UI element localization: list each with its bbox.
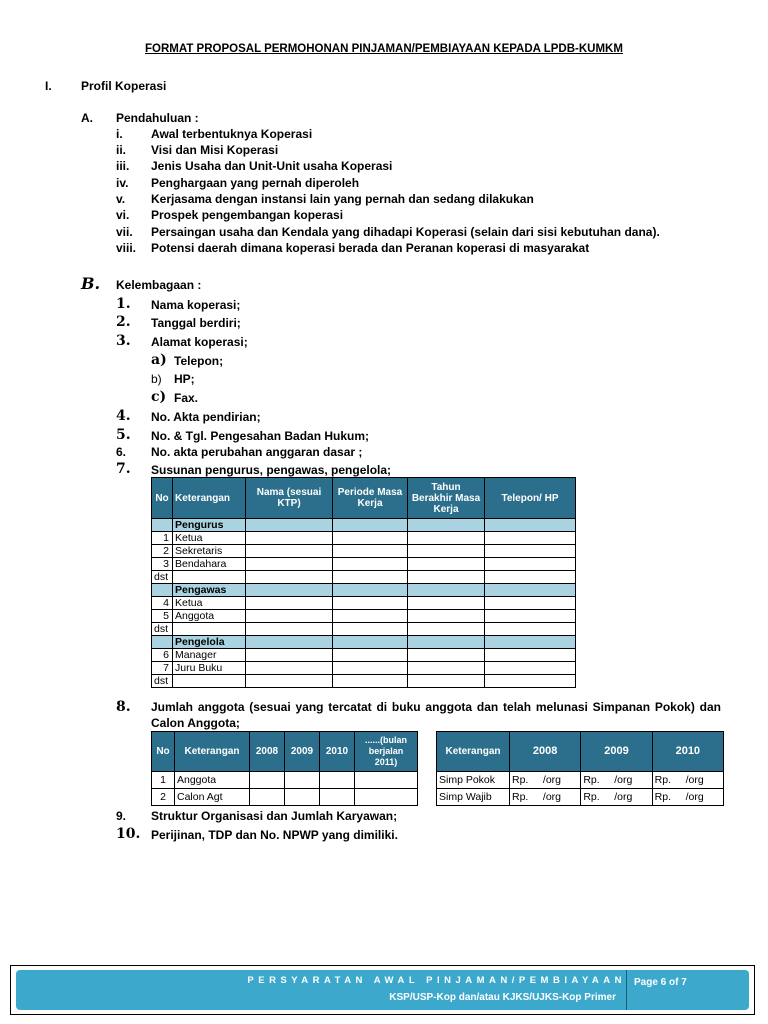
footer-title: PERSYARATAN AWAL PINJAMAN/PEMBIAYAAN bbox=[247, 975, 626, 986]
table-row bbox=[152, 558, 576, 571]
list-item-text: Jumlah anggota (sesuai yang tercatat di buku anggota dan telah melunasi Simpanan Pokok) dan Calon Anggota; bbox=[151, 700, 721, 730]
anggota-table bbox=[151, 731, 418, 806]
table-cell bbox=[333, 649, 408, 662]
table-cell: Juru Buku bbox=[173, 662, 246, 675]
table-cell: Ketua bbox=[173, 597, 246, 610]
table-cell bbox=[408, 532, 485, 545]
table-row bbox=[152, 532, 576, 545]
table-cell bbox=[485, 519, 576, 532]
table-cell bbox=[485, 571, 576, 584]
table-cell bbox=[250, 789, 285, 806]
table-cell: Rp. /org bbox=[510, 772, 581, 789]
list-item-text: No. Akta pendirian; bbox=[151, 410, 261, 424]
table-cell: Rp. /org bbox=[510, 789, 581, 806]
list-item: 4. bbox=[116, 408, 131, 424]
table-row bbox=[152, 662, 576, 675]
group-row bbox=[152, 636, 576, 649]
list-item-text: Potensi daerah dimana koperasi berada dan Peranan koperasi di masyarakat bbox=[151, 241, 590, 255]
list-item-number: vii. bbox=[116, 225, 133, 239]
list-item-text: Persaingan usaha dan Kendala yang dihadapi Koperasi (selain dari sisi kebutuhan dana). bbox=[151, 225, 660, 239]
table-cell: Simp Pokok bbox=[437, 772, 510, 789]
table-row bbox=[152, 789, 418, 806]
table-cell bbox=[250, 772, 285, 789]
table-cell bbox=[246, 545, 333, 558]
list-item: 3. bbox=[116, 333, 131, 349]
list-item: 8. bbox=[116, 699, 131, 715]
page-number: Page 6 of 7 bbox=[634, 977, 687, 988]
list-item-text: HP; bbox=[174, 372, 195, 386]
table-cell bbox=[485, 636, 576, 649]
table-header: Periode Masa Kerja bbox=[333, 478, 408, 519]
list-item-text: Nama koperasi; bbox=[151, 298, 241, 312]
table-cell bbox=[285, 789, 320, 806]
table-cell: Sekretaris bbox=[173, 545, 246, 558]
group-row bbox=[152, 584, 576, 597]
list-item-text: Kerjasama dengan instansi lain yang pernah dan sedang dilakukan bbox=[151, 192, 534, 206]
list-item-number: iv. bbox=[116, 176, 129, 190]
table-cell bbox=[485, 558, 576, 571]
list-item: 1. bbox=[116, 296, 131, 312]
table-cell: Anggota bbox=[173, 610, 246, 623]
table-cell: 3 bbox=[152, 558, 173, 571]
table-header: 2009 bbox=[285, 732, 320, 772]
table-cell bbox=[408, 558, 485, 571]
table-cell: Calon Agt bbox=[175, 789, 250, 806]
list-item-text: Telepon; bbox=[174, 354, 224, 368]
table-cell: Ketua bbox=[173, 532, 246, 545]
list-item-number: ii. bbox=[116, 143, 127, 157]
table-cell bbox=[408, 545, 485, 558]
list-item: 5. bbox=[116, 427, 131, 443]
table-row bbox=[152, 772, 418, 789]
list-item-number: vi. bbox=[116, 208, 130, 222]
footer-banner bbox=[16, 970, 749, 1010]
table-cell bbox=[485, 662, 576, 675]
table-cell bbox=[485, 649, 576, 662]
list-item-number: iii. bbox=[116, 159, 130, 173]
table-cell bbox=[408, 519, 485, 532]
table-cell: 2 bbox=[152, 789, 175, 806]
table-cell bbox=[152, 584, 173, 597]
table-cell bbox=[152, 519, 173, 532]
table-cell bbox=[173, 675, 246, 688]
table-cell bbox=[333, 571, 408, 584]
table-cell bbox=[355, 789, 418, 806]
table-cell bbox=[333, 532, 408, 545]
table-cell: dst bbox=[152, 675, 173, 688]
table-cell bbox=[485, 584, 576, 597]
group-label: Pengelola bbox=[173, 636, 246, 649]
table-cell: Manager bbox=[173, 649, 246, 662]
table-row bbox=[152, 545, 576, 558]
table-header: ......(bulan berjalan 2011) bbox=[355, 732, 418, 772]
table-row bbox=[152, 610, 576, 623]
table-cell bbox=[485, 597, 576, 610]
list-item-text: Susunan pengurus, pengawas, pengelola; bbox=[151, 463, 392, 477]
list-item-text: No. & Tgl. Pengesahan Badan Hukum; bbox=[151, 429, 370, 443]
table-cell bbox=[173, 623, 246, 636]
section-a-letter: A. bbox=[81, 111, 93, 125]
table-cell bbox=[408, 675, 485, 688]
list-item-number: i. bbox=[116, 127, 123, 141]
list-item-text: Penghargaan yang pernah diperoleh bbox=[151, 176, 360, 190]
table-row bbox=[152, 597, 576, 610]
table-cell bbox=[333, 636, 408, 649]
table-cell bbox=[485, 675, 576, 688]
table-cell bbox=[408, 662, 485, 675]
list-item: 10. bbox=[116, 826, 141, 842]
table-cell: 6 bbox=[152, 649, 173, 662]
table-header: Keterangan bbox=[175, 732, 250, 772]
table-cell bbox=[333, 597, 408, 610]
group-row bbox=[152, 519, 576, 532]
table-header: 2010 bbox=[320, 732, 355, 772]
table-cell bbox=[333, 519, 408, 532]
table-cell: dst bbox=[152, 571, 173, 584]
footer-subtitle: KSP/USP-Kop dan/atau KJKS/UJKS-Kop Primer bbox=[389, 992, 616, 1003]
table-cell bbox=[333, 623, 408, 636]
list-item: a) bbox=[151, 352, 167, 368]
table-cell bbox=[485, 610, 576, 623]
list-item: b) bbox=[151, 372, 162, 386]
table-cell bbox=[333, 610, 408, 623]
table-cell bbox=[333, 675, 408, 688]
table-cell bbox=[246, 597, 333, 610]
list-item: 9. bbox=[116, 809, 127, 823]
table-cell bbox=[246, 584, 333, 597]
table-cell bbox=[408, 597, 485, 610]
table-cell bbox=[333, 584, 408, 597]
table-cell bbox=[408, 584, 485, 597]
table-row bbox=[152, 571, 576, 584]
list-item-text: Prospek pengembangan koperasi bbox=[151, 208, 344, 222]
list-item: 7. bbox=[116, 461, 131, 477]
table-cell bbox=[152, 636, 173, 649]
table-cell: 1 bbox=[152, 772, 175, 789]
group-label: Pengawas bbox=[173, 584, 246, 597]
table-cell: Rp. /org bbox=[652, 772, 723, 789]
table-cell bbox=[246, 532, 333, 545]
table-cell bbox=[333, 545, 408, 558]
group-label: Pengurus bbox=[173, 519, 246, 532]
section-b-letter: B. bbox=[81, 274, 101, 293]
table-header: Telepon/ HP bbox=[485, 478, 576, 519]
table-cell: Rp. /org bbox=[581, 772, 652, 789]
table-header: Keterangan bbox=[437, 732, 510, 772]
table-cell: 7 bbox=[152, 662, 173, 675]
table-cell bbox=[485, 532, 576, 545]
list-item-text: Awal terbentuknya Koperasi bbox=[151, 127, 313, 141]
list-item-number: viii. bbox=[116, 241, 137, 255]
list-item: 2. bbox=[116, 314, 131, 330]
table-cell bbox=[408, 636, 485, 649]
table-cell: Rp. /org bbox=[652, 789, 723, 806]
table-header: 2008 bbox=[510, 732, 581, 772]
list-item-text: Struktur Organisasi dan Jumlah Karyawan; bbox=[151, 809, 398, 823]
table-cell: 4 bbox=[152, 597, 173, 610]
table-cell bbox=[246, 636, 333, 649]
page-footer bbox=[10, 965, 755, 1015]
table-cell bbox=[246, 649, 333, 662]
table-header: 2009 bbox=[581, 732, 652, 772]
table-row bbox=[437, 789, 724, 806]
table-cell bbox=[320, 789, 355, 806]
table-cell: Bendahara bbox=[173, 558, 246, 571]
table-cell bbox=[320, 772, 355, 789]
table-cell bbox=[246, 571, 333, 584]
table-cell bbox=[246, 519, 333, 532]
list-item-text: Visi dan Misi Koperasi bbox=[151, 143, 279, 157]
list-item-text: No. akta perubahan anggaran dasar ; bbox=[151, 445, 363, 459]
table-cell bbox=[246, 662, 333, 675]
table-cell bbox=[333, 558, 408, 571]
table-cell bbox=[285, 772, 320, 789]
table-cell bbox=[408, 623, 485, 636]
simpanan-table bbox=[436, 731, 724, 806]
table-cell bbox=[333, 662, 408, 675]
table-header: Tahun Berakhir Masa Kerja bbox=[408, 478, 485, 519]
table-cell bbox=[355, 772, 418, 789]
table-cell bbox=[485, 545, 576, 558]
list-item-text: Jenis Usaha dan Unit-Unit usaha Koperasi bbox=[151, 159, 393, 173]
section-1-label: Profil Koperasi bbox=[81, 79, 167, 93]
table-row bbox=[152, 649, 576, 662]
list-item-text: Perijinan, TDP dan No. NPWP yang dimiliki. bbox=[151, 828, 398, 842]
list-item: c) bbox=[151, 389, 167, 405]
table-cell bbox=[246, 610, 333, 623]
table-cell: Rp. /org bbox=[581, 789, 652, 806]
table-row bbox=[152, 675, 576, 688]
table-cell: Simp Wajib bbox=[437, 789, 510, 806]
list-item-text: Fax. bbox=[174, 391, 199, 405]
table-cell bbox=[408, 610, 485, 623]
table-header: Nama (sesuai KTP) bbox=[246, 478, 333, 519]
table-header: No bbox=[152, 732, 175, 772]
table-cell bbox=[408, 571, 485, 584]
list-item-text: Tanggal berdiri; bbox=[151, 316, 241, 330]
table-header: No bbox=[152, 478, 173, 519]
table-header: 2008 bbox=[250, 732, 285, 772]
table-cell bbox=[246, 675, 333, 688]
table-row bbox=[152, 623, 576, 636]
table-cell bbox=[485, 623, 576, 636]
table-cell: 2 bbox=[152, 545, 173, 558]
table-header: Keterangan bbox=[173, 478, 246, 519]
table-cell: Anggota bbox=[175, 772, 250, 789]
list-item-text: Alamat koperasi; bbox=[151, 335, 248, 349]
table-header: 2010 bbox=[652, 732, 723, 772]
list-item-number: v. bbox=[116, 192, 126, 206]
table-cell: 5 bbox=[152, 610, 173, 623]
document-title: FORMAT PROPOSAL PERMOHONAN PINJAMAN/PEMBIAYAAN KEPADA LPDB-KUMKM bbox=[145, 43, 623, 55]
table-cell bbox=[408, 649, 485, 662]
section-b-label: Kelembagaan : bbox=[116, 278, 202, 292]
table-cell bbox=[246, 623, 333, 636]
table-row bbox=[437, 772, 724, 789]
pengurus-table bbox=[151, 477, 576, 688]
section-a-label: Pendahuluan : bbox=[116, 111, 199, 125]
section-1-number: I. bbox=[45, 79, 52, 93]
table-cell: dst bbox=[152, 623, 173, 636]
table-cell bbox=[173, 571, 246, 584]
table-cell bbox=[246, 558, 333, 571]
table-cell: 1 bbox=[152, 532, 173, 545]
footer-divider bbox=[626, 970, 627, 1010]
list-item: 6. bbox=[116, 445, 127, 459]
